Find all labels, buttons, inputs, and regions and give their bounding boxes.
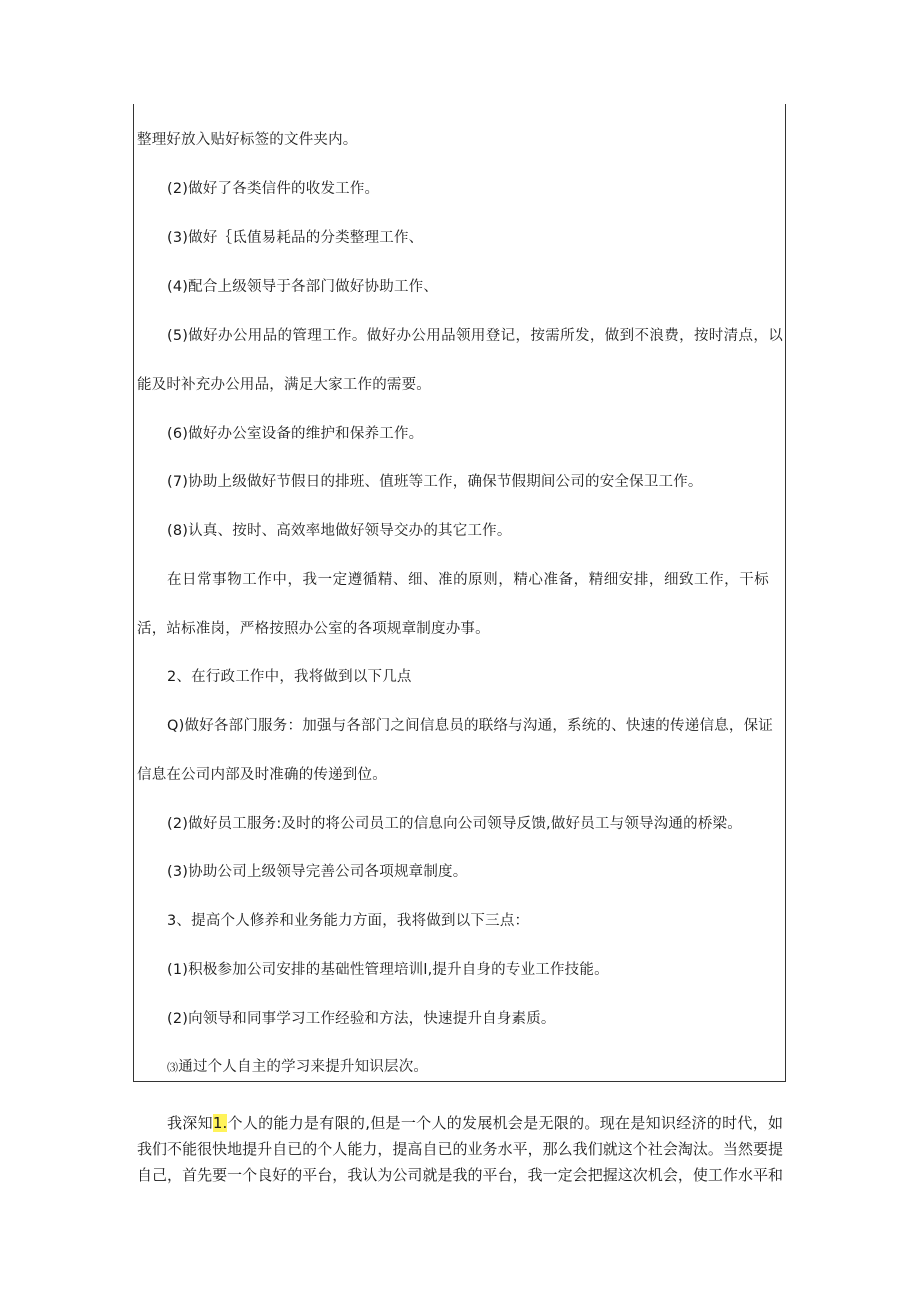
text-line: (2)做好了各类信件的收发工作。 — [167, 181, 380, 197]
highlighted-text: 1. — [212, 1114, 228, 1132]
text-line: (3)协助公司上级领导完善公司各项规章制度。 — [167, 864, 468, 880]
closing-paragraph-line: 自己，首先要一个良好的平台，我认为公司就是我的平台，我一定会把握这次机会，使工作水平和 — [137, 1166, 783, 1184]
content-table-cell — [133, 104, 786, 1082]
text-line: (4)配合上级领导于各部门做好协助工作、 — [167, 279, 439, 295]
closing-paragraph-line — [167, 1111, 783, 1135]
text-line: 活，站标准岗，严格按照办公室的各项规章制度办事。 — [137, 621, 490, 637]
text-fragment: 通过个人自主的学习来提升知识层次。 — [178, 1059, 429, 1075]
section-heading: 2、在行政工作中，我将做到以下几点 — [167, 669, 412, 685]
text-line: (6)做好办公室设备的维护和保养工作。 — [167, 426, 424, 442]
text-line: 能及时补充办公用品，满足大家工作的需要。 — [137, 377, 431, 393]
list-number: ⑶ — [167, 1061, 179, 1074]
text-fragment: 我深知 — [167, 1114, 213, 1132]
text-line — [167, 1057, 428, 1078]
text-line: (2)做好员工服务:及时的将公司员工的信息向公司领导反馈,做好员工与领导沟通的桥梁。 — [167, 816, 742, 832]
text-line: (7)协助上级做好节假日的排班、值班等工作，确保节假期间公司的安全保卫工作。 — [167, 474, 703, 490]
section-heading: 3、提高个人修养和业务能力方面，我将做到以下三点： — [167, 913, 530, 929]
text-line: (3)做好｛氐值易耗品的分类整理工作、 — [167, 230, 424, 246]
text-line: (5)做好办公用品的管理工作。做好办公用品领用登记，按需所发，做到不浪费，按时清点，以 — [167, 328, 783, 344]
text-line: (1)积极参加公司安排的基础性管理培训l,提升自身的专业工作技能。 — [167, 962, 609, 978]
text-line: 信息在公司内部及时准确的传递到位。 — [137, 767, 387, 783]
text-line: 整理好放入贴好标签的文件夹内。 — [137, 132, 358, 148]
text-line: (2)向领导和同事学习工作经验和方法，快速提升自身素质。 — [167, 1011, 556, 1027]
text-fragment: 个人的能力是有限的,但是一个人的发展机会是无限的。现在是知识经济的时代，如 — [227, 1114, 783, 1132]
closing-paragraph-line: 我们不能很快地提升自已的个人能力，提高自已的业务水平，那么我们就这个社会淘汰。当然要提 — [137, 1140, 783, 1158]
text-line: 在日常事物工作中，我一定遵循精、细、准的原则，精心准备，精细安排，细致工作，干标 — [167, 572, 769, 588]
text-line: (8)认真、按时、高效率地做好领导交办的其它工作。 — [167, 523, 512, 539]
text-line: Q)做好各部门服务：加强与各部门之间信息员的联络与沟通，系统的、快速的传递信息，保证 — [167, 718, 773, 734]
